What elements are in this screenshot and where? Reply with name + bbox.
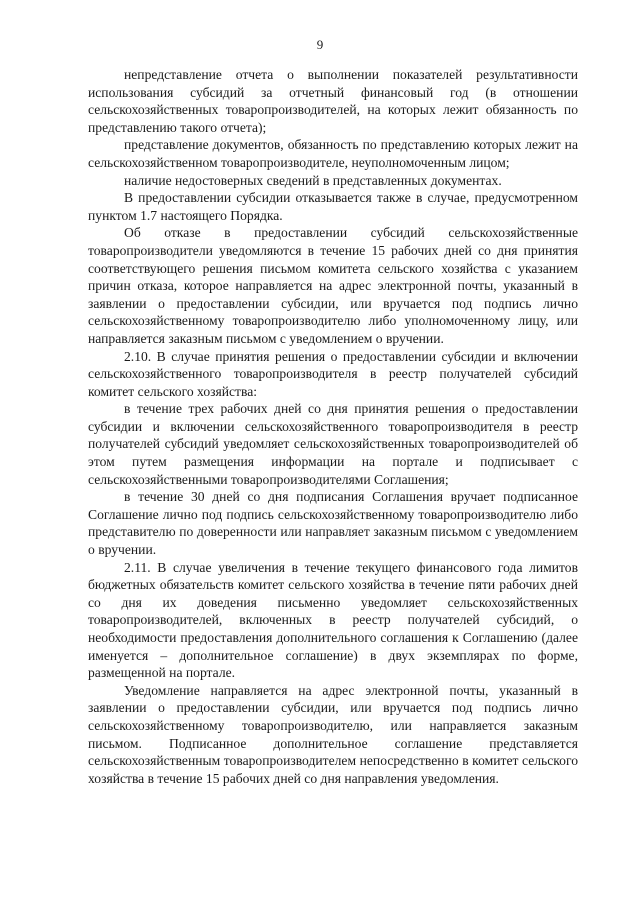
paragraph: непредставление отчета о выполнении показателей результативности использования субсидий за отчетный финансовый год (в отношении сельскохозяйственных товаропроизводителей, на которых лежит обязанность по представлению такого отчета); xyxy=(88,67,578,135)
paragraph: 2.11. В случае увеличения в течение текущего финансового года лимитов бюджетных обязательств комитет сельского хозяйства в течение пяти рабочих дней со дня их доведения письменно уведомляет сельскохозяйственных товаропроизводителей, включенных в реестр получателей субсидий, о необходимости предоставления дополнительного соглашения к Соглашению (далее именуется – дополнительное соглашение) в двух экземплярах по форме, размещенной на портале. xyxy=(88,559,578,681)
paragraph: в течение трех рабочих дней со дня принятия решения о предоставлении субсидии и включении сельскохозяйственного товаропроизводителя в реестр получателей субсидий уведомляет сельскохозяйственных товаропроизводителей об этом путем размещения информации на портале и подписывает с сельскохозяйственными товаропроизводителями Соглашения; xyxy=(88,401,578,487)
document-body xyxy=(88,66,578,787)
paragraph: 2.10. В случае принятия решения о предоставлении субсидии и включении сельскохозяйственного товаропроизводителя в реестр получателей субсидий комитет сельского хозяйства: xyxy=(88,348,578,399)
paragraph: Уведомление направляется на адрес электронной почты, указанный в заявлении о предоставлении субсидии, или вручается под подпись лично сельскохозяйственному товаропроизводителю, или направляется заказным письмом. Подписанное дополнительное соглашение представляется сельскохозяйственным товаропроизводителем непосредственно в комитет сельского хозяйства в течение 15 рабочих дней со дня направления уведомления. xyxy=(88,682,578,786)
paragraph: в течение 30 дней со дня подписания Соглашения вручает подписанное Соглашение лично под подпись сельскохозяйственному товаропроизводителю либо представителю по доверенности или направляет заказным письмом с уведомлением о вручении. xyxy=(88,489,578,558)
paragraph: В предоставлении субсидии отказывается также в случае, предусмотренном пунктом 1.7 настоящего Порядка. xyxy=(88,190,578,223)
paragraph: Об отказе в предоставлении субсидий сельскохозяйственные товаропроизводители уведомляются в течение 15 рабочих дней со дня принятия соответствующего решения письмом комитета сельского хозяйства с указанием причин отказа, которое направляется на адрес электронной почты, указанный в заявлении о предоставлении субсидии, или вручается под подпись лично сельскохозяйственному товаропроизводителю либо уполномоченному лицу, или направляется заказным письмом с уведомлением о вручении. xyxy=(88,225,578,346)
page-number: 9 xyxy=(316,37,324,52)
paragraph: наличие недостоверных сведений в представленных документах. xyxy=(124,172,502,188)
paragraph: представление документов, обязанность по представлению которых лежит на сельскохозяйственном товаропроизводителе, неуполномоченным лицом; xyxy=(88,137,578,170)
